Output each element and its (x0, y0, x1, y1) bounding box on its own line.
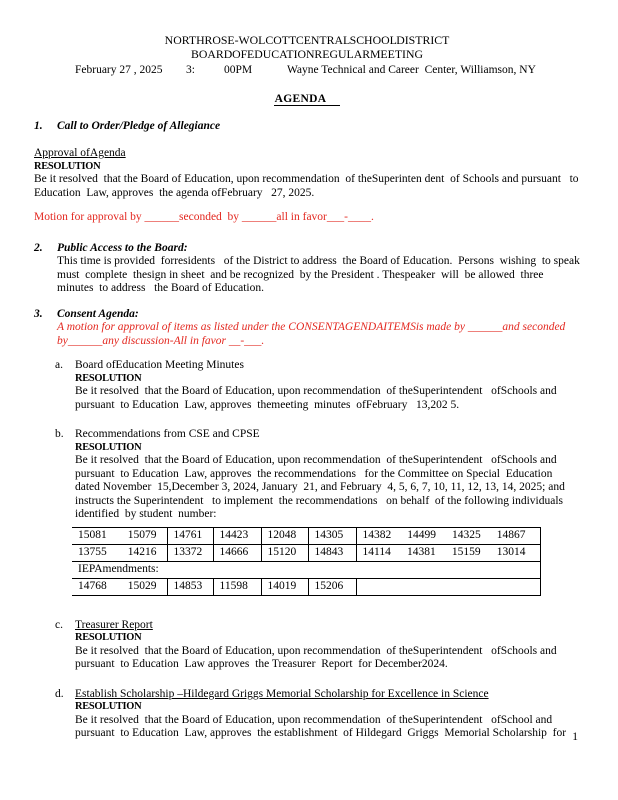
resolution-label: RESOLUTION (75, 441, 142, 453)
section-2-number: 2. (34, 241, 43, 254)
section-2-body: This time is provided forresidents of the District to address the Board of Education. Persons wishing to speak must complete thesign in sheet and be recognized by the President . Thespeaker will be allowed three minutes to address the Board of Education. (57, 255, 586, 294)
student-number: 15159 (451, 545, 481, 558)
student-number-cell (72, 578, 167, 595)
item-c-title: Treasurer Report (75, 618, 153, 631)
student-table-row-2 (72, 544, 540, 561)
student-number-cell-empty (356, 578, 540, 595)
item-d-title: Establish Scholarship –Hildegard Griggs Memorial Scholarship for Excellence in Science (75, 687, 489, 700)
item-b-resolution-text: Be it resolved that the Board of Education, upon recommendation of theSuperintendent ofSchools and pursuant to Education Law, approves the recommendations for the Committee on Special Education dated November 15,December 3, 2024, January 21, and February 4, 5, 6, 7, 10, 11, 12, 13, 14, 2025; and instructs the Superintendent to implement the recommendations on behalf of the following individuals identified by student number: (75, 454, 569, 520)
item-c-resolution-text: Be it resolved that the Board of Education, upon recommendation of theSuperintendent ofSchools and pursuant to Education Law approves the Treasurer Report for December2024. (75, 644, 560, 670)
approval-of-agenda-block (34, 147, 580, 200)
date-line (34, 64, 580, 78)
resolution-label: RESOLUTION (75, 701, 142, 712)
item-a-letter: a. (55, 359, 63, 371)
resolution-label: RESOLUTION (34, 160, 101, 172)
student-number: 14381 (406, 545, 436, 558)
item-c-treasurer-report (34, 619, 580, 672)
approval-of-agenda-heading: Approval ofAgenda (34, 147, 126, 159)
section-2-title: Public Access to the Board: (57, 241, 188, 254)
student-number: 14867 (496, 528, 526, 541)
student-number: 14382 (362, 528, 392, 541)
resolution-label: RESOLUTION (75, 632, 142, 643)
item-a-meeting-minutes (34, 359, 580, 412)
item-b-title: Recommendations from CSE and CPSE (75, 428, 260, 440)
student-number-cell (356, 527, 540, 544)
student-number-cell (72, 527, 167, 544)
student-number-cell: 14666 (213, 544, 261, 561)
student-number: 13014 (496, 545, 526, 558)
item-d-establish-scholarship (34, 688, 580, 741)
page-number: 1 (572, 731, 578, 743)
student-number-cell: 14019 (261, 578, 308, 595)
student-table-row-1 (72, 527, 540, 544)
district-title: NORTH ROSE-WOLCOTT CENTRAL SCHOOL DISTRICT (164, 33, 450, 47)
item-d-letter: d. (55, 687, 64, 700)
student-number: 13755 (78, 545, 107, 558)
item-c-letter: c. (55, 618, 63, 631)
student-number: 15029 (127, 579, 157, 592)
student-number: 14499 (407, 528, 436, 541)
item-c-content (75, 619, 580, 672)
section-3-consent-agenda (34, 308, 580, 322)
student-number: 14325 (452, 528, 481, 541)
student-number-cell: 11598 (213, 578, 261, 595)
approval-resolution-text: Be it resolved that the Board of Education, upon recommendation of theSuperinten dent of Schools and pursuant to Education Law, approves the agenda ofFebruary 27, 2025. (34, 173, 582, 199)
item-d-content (75, 688, 580, 741)
section-1-number: 1. (34, 119, 43, 132)
iep-amendments-label: IEPAmendments: (72, 561, 540, 578)
meeting-time-minutes: 00PM (224, 64, 253, 76)
item-d-resolution-text: Be it resolved that the Board of Education, upon recommendation of theSuperintendent ofSchool and pursuant to Education Law, approves the establishment of Hildegard Griggs Memorial Scholarship for (75, 713, 567, 739)
student-number-cell: 14423 (213, 527, 261, 544)
student-number: 14114 (362, 545, 391, 558)
student-number-cell: 13372 (167, 544, 213, 561)
section-3-title: Consent Agenda: (57, 307, 139, 320)
student-number-cell: 15206 (308, 578, 356, 595)
student-number-table (72, 527, 541, 596)
student-number: 14768 (78, 579, 107, 592)
student-number-cell: 14761 (167, 527, 213, 544)
agenda-heading: AGENDA (274, 93, 341, 106)
student-number-cell (72, 544, 167, 561)
item-b-content (75, 428, 580, 522)
student-number-cell: 14305 (308, 527, 356, 544)
section-1-call-to-order (34, 120, 580, 134)
meeting-title: BOARD OF EDUCATION REGULAR MEETING (190, 46, 424, 61)
student-number-cell: 15120 (261, 544, 308, 561)
item-a-resolution-text: Be it resolved that the Board of Education, upon recommendation of theSuperintendent ofSchools and pursuant to Education Law, approves themeeting minutes ofFebruary 13,202 5. (75, 385, 560, 411)
agenda-heading-row (34, 93, 580, 107)
student-number-cell: 12048 (261, 527, 308, 544)
section-2-public-access (34, 242, 580, 256)
student-table-row-3 (72, 578, 540, 595)
student-number-cell: 14843 (308, 544, 356, 561)
item-b-letter: b. (55, 428, 64, 440)
student-number: 14216 (127, 545, 157, 558)
meeting-location: Wayne Technical and Career Center, Williamson, NY (287, 64, 536, 76)
motion-for-approval-line: Motion for approval by ______seconded by ______all in favor___-____. (34, 211, 374, 223)
student-number-cell: 14853 (167, 578, 213, 595)
resolution-label: RESOLUTION (75, 372, 142, 384)
item-a-title: Board ofEducation Meeting Minutes (75, 359, 244, 371)
item-b-cse-cpse (34, 428, 580, 522)
meeting-date: February 27 , 2025 (75, 64, 163, 76)
item-a-content (75, 359, 580, 412)
section-3-number: 3. (34, 307, 43, 320)
section-1-title: Call to Order/Pledge of Allegiance (57, 119, 221, 132)
student-number-cell (356, 544, 540, 561)
meeting-time-hour: 3: (186, 64, 195, 76)
consent-agenda-motion-line: A motion for approval of items as listed under the CONSENTAGENDAITEMSis made by ______and seconded by______any discussion-All in favor __-___. (57, 321, 569, 347)
iep-amendments-row (72, 561, 540, 578)
student-number: 15079 (127, 528, 157, 541)
student-number: 15081 (78, 528, 107, 541)
